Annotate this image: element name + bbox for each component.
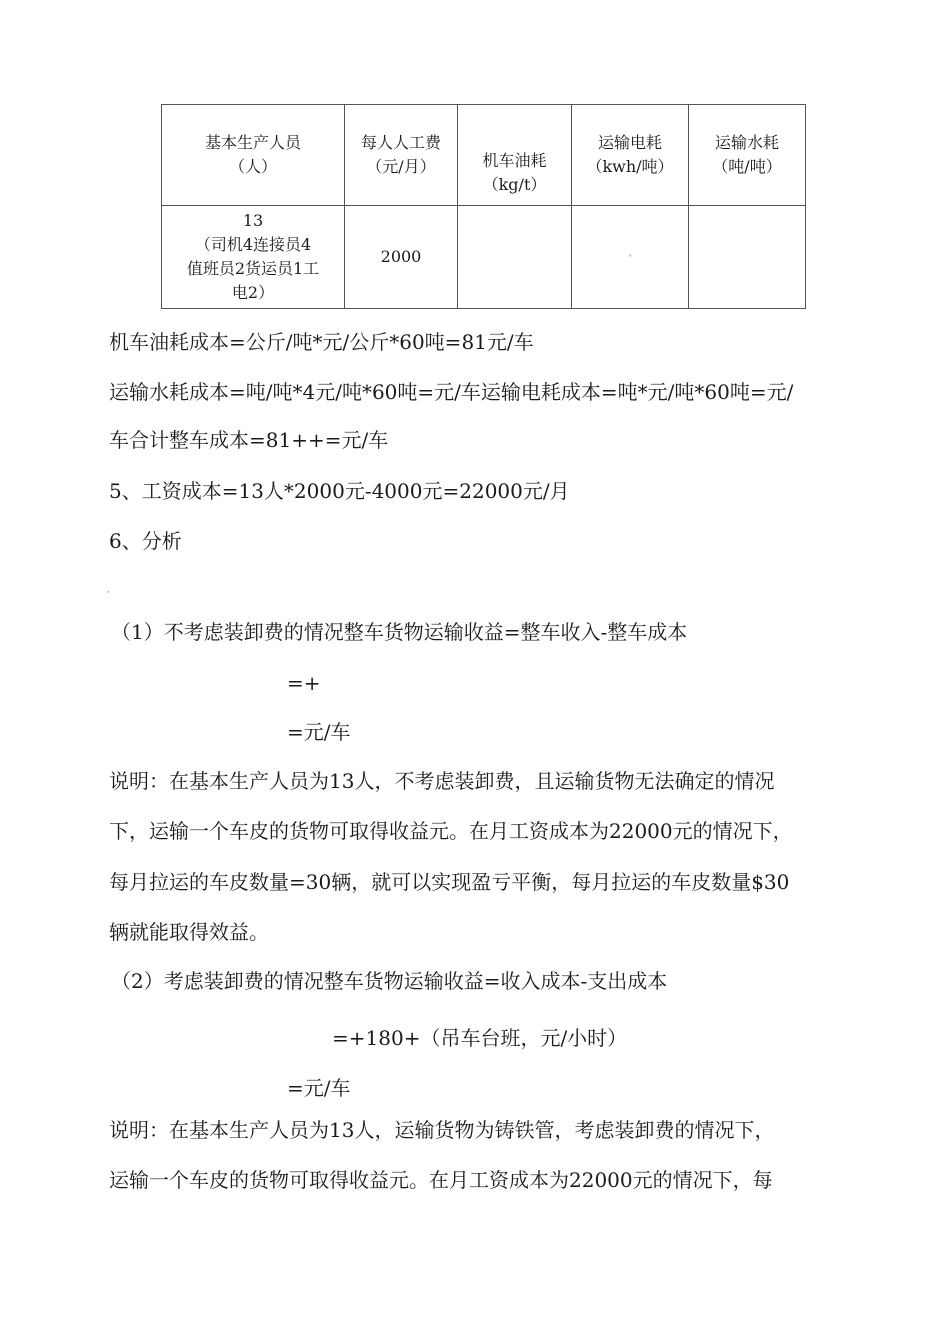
header-staff: 基本生产人员 （人） (162, 105, 345, 206)
water-cost-line-2: 车合计整车成本=81++=元/车 (109, 428, 389, 452)
case2-note-line-1: 说明：在基本生产人员为13人，运输货物为铸铁管，考虑装卸费的情况下， (109, 1118, 775, 1142)
case2-equation-2: =元/车 (287, 1076, 351, 1100)
case1-note-line-1: 说明：在基本生产人员为13人，不考虑装卸费，且运输货物无法确定的情况 (109, 769, 775, 793)
case2-note-line-2: 运输一个车皮的货物可取得收益元。在月工资成本为22000元的情况下，每 (109, 1168, 773, 1192)
case1-note-line-2: 下，运输一个车皮的货物可取得收益元。在月工资成本为22000元的情况下， (109, 819, 793, 843)
cell-oil (458, 206, 572, 309)
table-header-row (162, 105, 806, 206)
oil-cost-line: 机车油耗成本=公斤/吨*元/公斤*60吨=81元/车 (109, 330, 534, 354)
case1-equation-1: =+ (287, 671, 321, 695)
header-wage: 每人人工费 （元/月） (345, 105, 458, 206)
analysis-heading: 6、分析 (109, 529, 182, 553)
table-row (162, 206, 806, 309)
cell-wage: 2000 (345, 206, 458, 309)
case2-equation-1: =+180+（吊车台班，元/小时） (332, 1026, 628, 1050)
header-oil: 机车油耗 （kg/t） (458, 105, 572, 206)
stray-mark: ’ (107, 590, 110, 599)
wage-cost-line: 5、工资成本=13人*2000元-4000元=22000元/月 (109, 479, 570, 503)
cell-water (689, 206, 806, 309)
cell-staff: 13 （司机4连接员4 值班员2货运员1工 电2） (162, 206, 345, 309)
header-power: 运输电耗 （kwh/吨） (572, 105, 689, 206)
case1-note-line-3: 每月拉运的车皮数量=30辆，就可以实现盈亏平衡，每月拉运的车皮数量$30 (109, 870, 790, 894)
water-cost-line-1: 运输水耗成本=吨/吨*4元/吨*60吨=元/车运输电耗成本=吨*元/吨*60吨=元/ (109, 380, 794, 404)
cell-power: ‘ (572, 206, 689, 309)
case2-heading: （2）考虑装卸费的情况整车货物运输收益=收入成本-支出成本 (111, 969, 668, 993)
cost-parameter-table (161, 104, 806, 309)
case1-equation-2: =元/车 (287, 720, 351, 744)
case1-heading: （1）不考虑装卸费的情况整车货物运输收益=整车收入-整车成本 (111, 620, 688, 644)
case1-note-line-4: 辆就能取得效益。 (109, 920, 269, 944)
header-water: 运输水耗 （吨/吨） (689, 105, 806, 206)
